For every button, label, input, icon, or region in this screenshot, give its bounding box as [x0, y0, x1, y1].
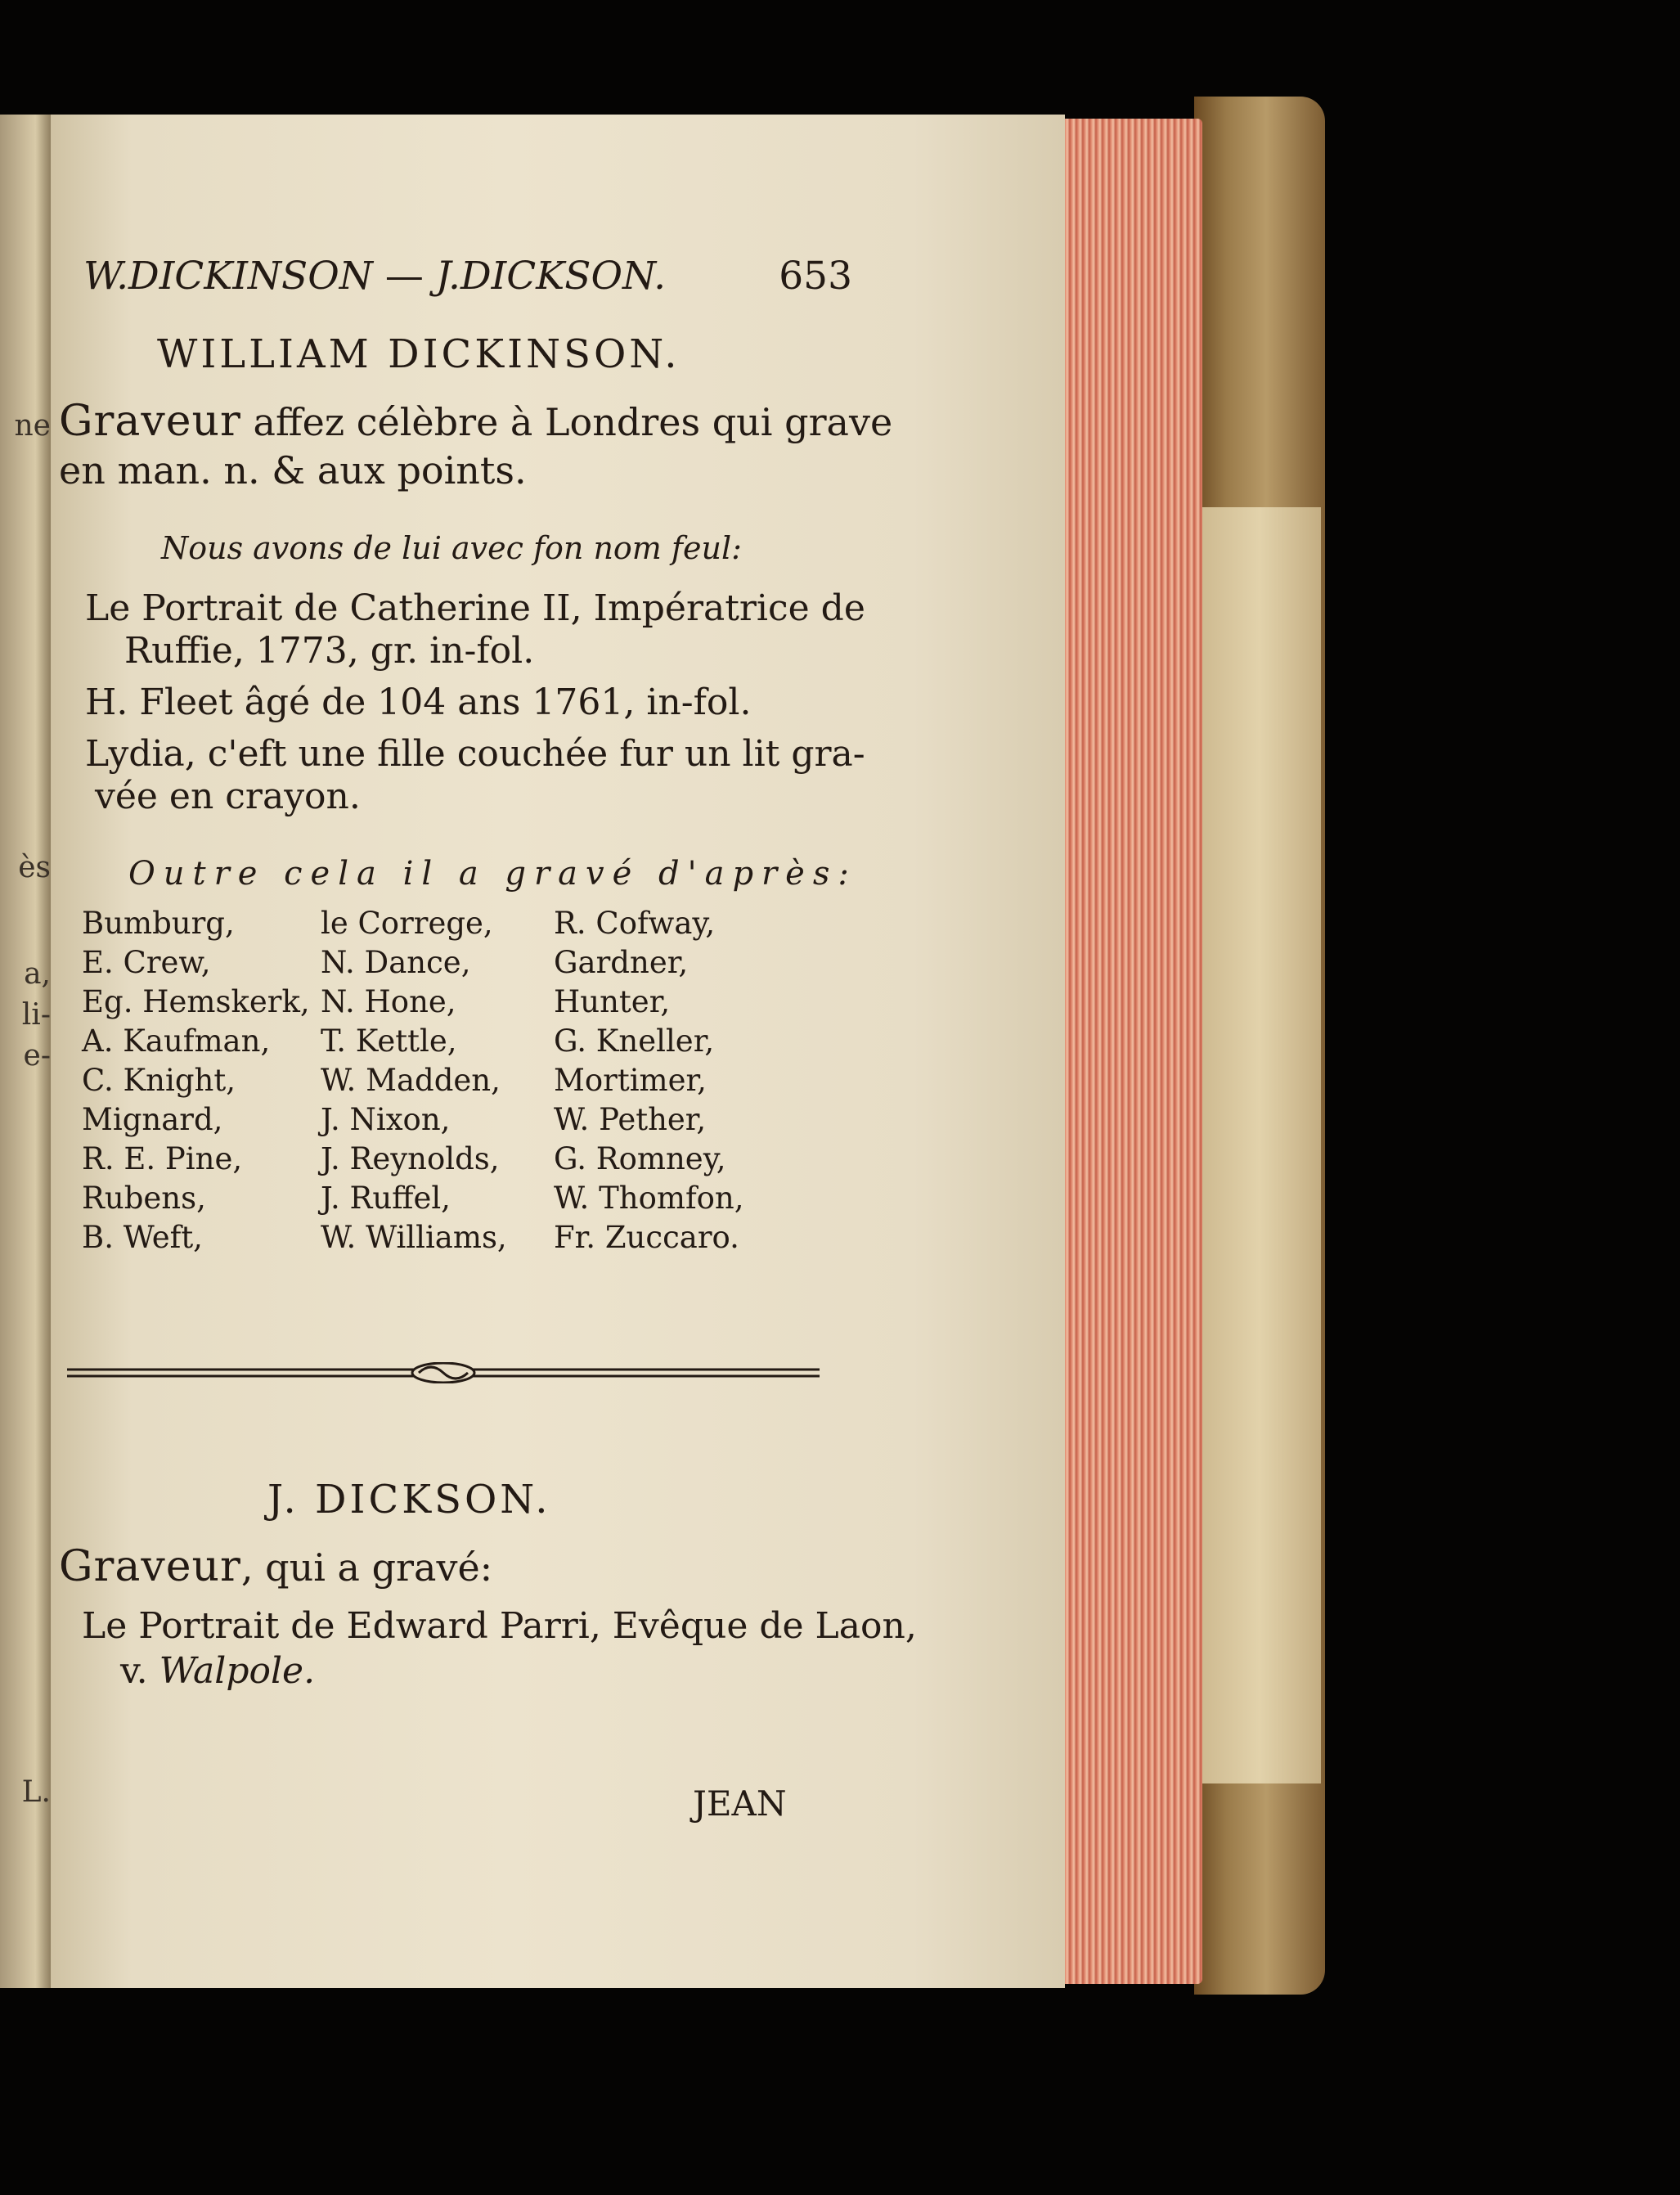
artist: Fr. Zuccaro. — [554, 1220, 739, 1255]
left-page-fragment: li- — [21, 998, 51, 1032]
artist: N. Dance, — [321, 945, 471, 980]
artist: W. Madden, — [321, 1063, 501, 1098]
entry-intro — [59, 397, 892, 446]
artist: W. Thomfon, — [554, 1181, 744, 1216]
work-line: H. Fleet âgé de 104 ans 1761, in-fol. — [85, 681, 752, 723]
artist: Gardner, — [554, 945, 689, 980]
artist: R. E. Pine, — [82, 1141, 243, 1176]
artist: C. Knight, — [82, 1063, 236, 1098]
work-line: Le Portrait de Edward Parri, Evêque de Laon, — [82, 1605, 917, 1647]
subheading: Nous avons de lui avec fon nom feul: — [161, 530, 742, 566]
left-page-fragment: a, — [24, 957, 51, 991]
ornamental-rule — [67, 1362, 820, 1383]
book-page — [51, 115, 1065, 1988]
artist-column-2 — [321, 904, 507, 1257]
artist: A. Kaufman, — [82, 1023, 271, 1059]
header-right: J.DICKSON. — [435, 254, 667, 299]
intro-line-1: affez célèbre à Londres qui grave — [253, 400, 893, 444]
left-page-fragment: ne — [14, 409, 51, 443]
artist: Rubens, — [82, 1181, 206, 1216]
work-line: vée en crayon. — [95, 776, 361, 817]
work-prefix: v. — [120, 1650, 148, 1692]
left-page-fragment: L. — [21, 1775, 51, 1809]
artist: Mignard, — [82, 1102, 223, 1137]
entry-intro — [59, 1542, 492, 1591]
catchword: JEAN — [693, 1783, 787, 1824]
artist: G. Kneller, — [554, 1023, 715, 1059]
header-left: W.DICKINSON — [83, 254, 373, 299]
left-page-edge — [0, 115, 51, 1988]
artist: J. Ruffel, — [321, 1181, 451, 1216]
artist: J. Reynolds, — [321, 1141, 500, 1176]
artist-column-3 — [554, 904, 744, 1257]
artist: Eg. Hemskerk, — [82, 984, 310, 1019]
artist: J. Nixon, — [321, 1102, 451, 1137]
entry-title: J. DICKSON. — [267, 1477, 551, 1523]
artist: B. Weft, — [82, 1220, 203, 1255]
artist: T. Kettle, — [321, 1023, 457, 1059]
artist: N. Hone, — [321, 984, 456, 1019]
artist: Bumburg, — [82, 906, 235, 941]
work-line: Lydia, c'eft une fille couchée fur un lit gra- — [85, 733, 865, 775]
page-edges — [1063, 119, 1202, 1984]
entry-title: WILLIAM DICKINSON. — [157, 331, 681, 377]
artist: Hunter, — [554, 984, 671, 1019]
running-header — [83, 254, 852, 299]
artist: E. Crew, — [82, 945, 211, 980]
intro-cap: Graveur — [59, 397, 241, 446]
work-italic: Walpole. — [159, 1650, 316, 1692]
cover-label — [1198, 507, 1321, 1783]
header-dash: — — [384, 254, 424, 299]
intro-cap: Graveur — [59, 1542, 241, 1591]
after-heading: Outre cela il a gravé d'après: — [128, 855, 857, 893]
artist-column-1 — [82, 904, 310, 1257]
artist: R. Cofway, — [554, 906, 716, 941]
left-page-fragment: e- — [23, 1039, 51, 1073]
artist: Mortimer, — [554, 1063, 707, 1098]
artist: G. Romney, — [554, 1141, 726, 1176]
left-page-fragment: ès — [18, 851, 51, 884]
artist: W. Williams, — [321, 1220, 507, 1255]
artist: le Correge, — [321, 906, 493, 941]
artist: W. Pether, — [554, 1102, 707, 1137]
intro-rest: , qui a gravé: — [240, 1545, 493, 1590]
intro-line-2: en man. n. & aux points. — [59, 448, 527, 493]
work-line: Le Portrait de Catherine II, Impératrice de — [85, 587, 865, 629]
work-line — [120, 1650, 315, 1692]
page-number: 653 — [779, 254, 852, 299]
work-line: Ruffie, 1773, gr. in-fol. — [124, 630, 535, 672]
